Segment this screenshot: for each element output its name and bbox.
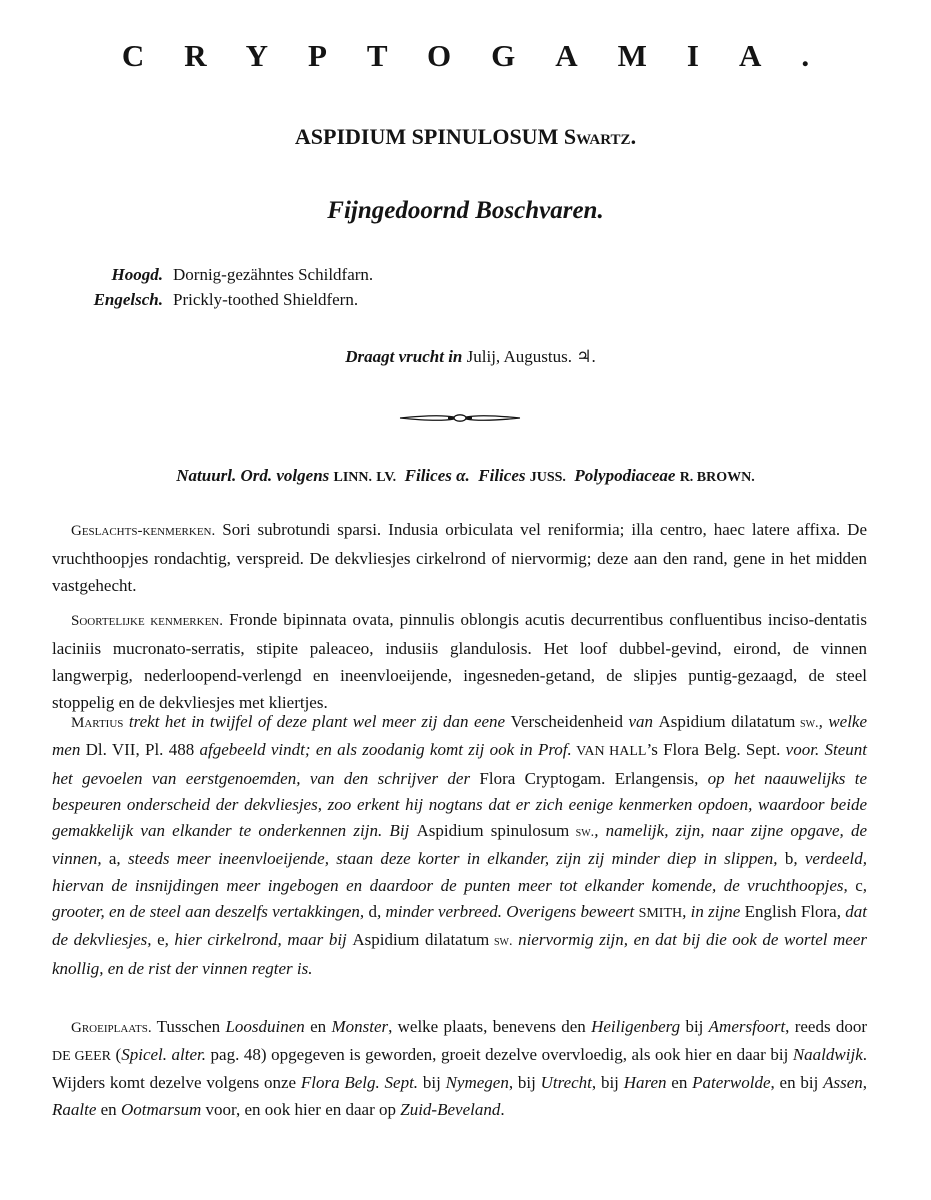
text-run: b [784,849,794,869]
natural-order-line [0,466,931,486]
author-juss: JUSS. [529,470,566,485]
perennial-symbol: ♃. [576,347,596,366]
text-run: Dl. VII, Pl. 488 [85,740,195,760]
text-run: , verdeeld, hiervan de insnijdingen meer ingebogen en daardoor de punten meer tot elkander komende, de vruchthoopjes, [52,849,867,895]
fruiting-label: Draagt vrucht in [345,347,463,366]
author-van-hall: VAN HALL [571,744,647,760]
text-run: pag. 48) opgegeven is geworden, groeit dezelve overvloedig, als ook hier en daar bij [206,1044,793,1064]
genus-characters-paragraph [52,516,867,599]
text-run: , in zijne [682,902,745,922]
text-run: , bij [508,1073,541,1092]
text-run: , bij [591,1073,624,1092]
author-martius: Martius [71,715,124,731]
text-run: , steeds meer ineenvloeijende, staan deze korter in elkander, zijn zij minder diep in slippen, [116,849,785,869]
section-head: Geslachts-kenmerken. [71,523,216,539]
text-run: bij [418,1073,446,1092]
order-text: Filices [478,466,526,485]
text-run: . Wijders komt dezelve volgens onze [52,1044,867,1092]
text-run: , welke men [52,712,868,760]
section-text: Sori subrotundi sparsi. Indusia orbiculata vel reniformia; illa centro, haec latere affixa. De vruchthoopjes rondachtig, verspreid. De dekvliesjes cirkelrond of niervormig; deze aan den rand, gene in het midden vastgehecht. [52,520,867,595]
place-name: Zuid-Beveland [400,1099,501,1119]
fruiting-line [0,347,931,367]
notes-paragraph [52,709,867,982]
species-latin-name: ASPIDIUM SPINULOSUM [294,124,559,149]
author-de-geer: DE GEER [52,1048,112,1064]
vernacular-row-english [66,287,373,312]
text-run: , dat de dekvliesjes, [52,902,867,950]
text-run: op het naauwelijks te bespeuren onderscheid der dekvliesjes, zoo erkent hij nogtans dat er zich eenige kenmerken opdoen, waardoor beide gemakkelijk van elkander te onderkennen zijn. Bij [52,768,867,841]
text-run: c [855,875,863,895]
page-title: CRYPTOGAMIA. [121,38,850,73]
place-name: Assen [823,1073,863,1092]
place-name: Utrecht [540,1073,592,1092]
text-run: ’s Flora Belg. Sept. [646,740,781,760]
order-text: Filices α. [404,466,470,485]
language-label: Engelsch. [93,290,163,309]
text-run: en [666,1073,693,1092]
vernacular-name: Prickly-toothed Shieldfern. [173,290,359,309]
text-run: e [157,930,165,950]
author-smith: SMITH [638,906,683,922]
text-run: , grooter, en de steel aan deszelfs vertakkingen, [52,875,867,922]
text-run: ( [111,1044,122,1064]
text-run: , namelijk, zijn, naar zijne opgave, de vinnen, [52,821,868,869]
text-run: Aspidium dilatatum [352,930,490,950]
text-run: Prof. [537,740,572,760]
author-sw: sw. [569,825,595,841]
text-run: Flora Cryptogam. Erlangensis, [479,768,699,788]
text-run: Tusschen [151,1017,226,1036]
text-run: Spicel. alter. [121,1044,207,1064]
text-run: a [108,849,117,869]
text-run: d [368,902,377,922]
text-run: afgebeeld vindt; en als zoodanig komt zij ook in [194,740,538,760]
place-name: Paterwolde [692,1073,771,1092]
text-run: English Flora [744,902,837,922]
author-sw: sw. [795,716,819,731]
text-run: en [304,1017,332,1036]
place-name: Monster [331,1017,389,1036]
vernacular-row-german [66,262,373,287]
species-author: Swartz. [563,124,637,149]
place-name: Ootmarsum [120,1099,202,1119]
text-run: voor, en ook hier en daar op [201,1099,401,1119]
text-run: niervormig zijn, en dat bij die ook de wortel meer knollig, en de rist der vinnen regter is. [52,930,868,978]
vernacular-names [66,262,373,312]
habitat-paragraph [52,1014,867,1123]
text-run: bij [680,1017,709,1036]
text-run: , minder verbreed. Overigens beweert [376,902,639,922]
text-run: Verscheidenheid [510,712,623,731]
order-text: Polypodiaceae [574,466,676,485]
text-run: Flora Belg. Sept. [300,1073,419,1092]
text-run: , welke plaats, benevens den [388,1017,592,1036]
text-run: Aspidium spinulosum [416,821,570,841]
text-run: , en bij [770,1073,824,1092]
species-heading [0,124,931,150]
dutch-name: Fijngedoornd Boschvaren. [327,197,604,224]
order-text: Natuurl. Ord. volgens [176,466,330,485]
species-characters-paragraph [52,606,867,716]
text-run: voor. Steunt het gevoelen van eerstgenoemden, van den schrijver der [52,740,867,788]
text-run: van [622,712,659,731]
text-run: trekt het in twijfel of deze plant wel meer zij dan eene [123,712,511,731]
place-name: Amersfoort [708,1017,786,1036]
fruiting-months: Julij, Augustus. [466,347,572,366]
author-brown: R. BROWN. [679,470,755,485]
section-head: Groeiplaats. [71,1020,152,1036]
place-name: Heiligenberg [591,1017,681,1036]
place-name: Haren [623,1073,667,1092]
text-run: . [500,1099,505,1119]
text-run: en [96,1099,121,1119]
vernacular-name: Dornig-gezähntes Schildfarn. [173,265,374,284]
place-name: Raalte [52,1099,97,1119]
text-run: , [862,1073,867,1092]
ornamental-divider [398,411,522,425]
text-run: , hier cirkelrond, maar bij [164,930,353,950]
place-name: Nymegen [445,1073,509,1092]
language-label: Hoogd. [111,265,163,284]
place-name: Naaldwijk [792,1044,863,1064]
order-number: LV. [376,470,397,485]
text-run: Aspidium dilatatum [658,712,796,731]
author-linn: LINN. [333,470,373,485]
text-run: , reeds door [785,1017,868,1036]
section-head: Soortelijke kenmerken. [71,613,224,629]
author-sw: sw. [489,934,513,950]
section-text: Fronde bipinnata ovata, pinnulis oblongis acutis decurrentibus confluentibus inciso-dentatis laciniis mucronato-serratis, stipite paleaceo, indusiis glandulosis. Het loof dubbel-gevind, eirond, de vinnen langwerpig, nederloopend-verlengd en ineenvloeijende, ingesneden-getand, de slipjes puntig-gezaagd, de steel stoppelig en de dekvliesjes met kliertjes. [52,610,868,712]
place-name: Loosduinen [225,1017,305,1036]
